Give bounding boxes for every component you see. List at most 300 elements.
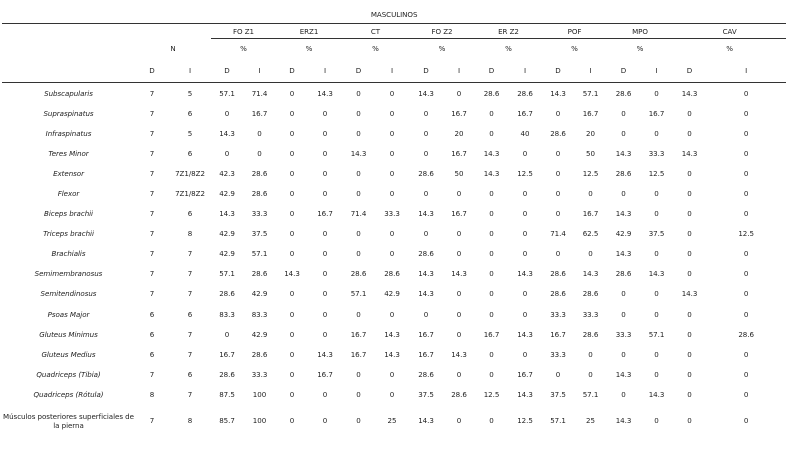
table-cell: 0 (456, 329, 462, 339)
table-cell: 0 (743, 168, 749, 178)
table-cell: 14.3 (350, 148, 367, 158)
table-cell: 0 (456, 416, 462, 425)
table-row (2, 183, 786, 203)
table-cell: 0 (489, 108, 494, 118)
table-cell: 83.3 (251, 309, 268, 319)
table-title: MASCULINOS (2, 6, 786, 24)
table-cell: 0 (356, 128, 361, 138)
table-cell: 33.3 (550, 309, 566, 319)
unit-header-row (2, 39, 786, 59)
table-cell: 16.7 (451, 108, 467, 118)
table-cell: 0 (687, 349, 692, 359)
table-cell: 50 (586, 148, 595, 158)
i-header: I (640, 58, 673, 83)
muscle-name: Semimembranosus (34, 269, 103, 279)
table-cell: 0 (423, 128, 429, 138)
table-cell: 0 (289, 108, 295, 118)
table-cell: 0 (522, 189, 528, 199)
table-cell: 7 (149, 289, 155, 299)
i-header: I (574, 58, 607, 83)
table-cell: 7 (187, 389, 193, 399)
table-cell: 42.9 (219, 249, 235, 259)
table-cell: 14.3 (615, 209, 632, 219)
table-cell: 50 (454, 168, 464, 178)
table-cell: 0 (356, 88, 361, 98)
table-cell: 33.3 (251, 209, 268, 219)
table-cell: 14.3 (517, 269, 533, 279)
table-cell: 0 (489, 416, 494, 425)
table-cell: 0 (257, 148, 262, 158)
table-row (2, 364, 786, 384)
table-cell: 57.1 (219, 88, 235, 98)
table-cell: 85.7 (219, 416, 235, 425)
table-cell: 12.5 (483, 389, 500, 399)
table-cell: 7Z1/8Z2 (175, 189, 205, 199)
table-row (2, 405, 786, 437)
table-row (2, 264, 786, 284)
table-cell: 0 (289, 168, 295, 178)
table-cell: 0 (687, 269, 692, 279)
table-cell: 7 (149, 369, 155, 379)
table-cell: 16.7 (550, 329, 566, 339)
pct-header: % (636, 44, 644, 53)
table-cell: 0 (356, 309, 361, 319)
table-cell: 16.7 (582, 108, 599, 118)
table-cell: 42.9 (384, 289, 400, 299)
table-cell: 0 (456, 289, 462, 299)
table-cell: 0 (389, 128, 395, 138)
group-header: POF (542, 24, 607, 39)
table-cell: 0 (423, 229, 429, 239)
table-cell: 0 (621, 389, 626, 399)
table-cell: 100 (252, 389, 267, 399)
table-cell: 33.3 (251, 369, 268, 379)
table-cell: 0 (356, 108, 361, 118)
pct-header: % (571, 44, 578, 53)
pct-header: % (438, 44, 446, 53)
table-cell: 7 (187, 349, 193, 359)
table-cell: 0 (356, 189, 361, 199)
table-cell: 0 (522, 289, 528, 299)
table-cell: 5 (187, 88, 193, 98)
i-header: I (243, 58, 276, 83)
table-cell: 33.3 (615, 329, 632, 339)
table-cell: 0 (654, 289, 659, 299)
table-cell: 16.7 (317, 209, 333, 219)
table-cell: 0 (289, 189, 295, 199)
muscle-name: Semitendinosus (40, 289, 97, 299)
table-cell: 7 (149, 229, 155, 239)
table-cell: 0 (423, 189, 429, 199)
table-cell: 6 (149, 349, 155, 359)
table-cell: 28.6 (384, 269, 400, 279)
table-cell: 0 (456, 88, 462, 98)
table-cell: 7 (149, 209, 155, 219)
table-cell: 14.3 (317, 88, 333, 98)
table-cell: 16.7 (517, 369, 533, 379)
table-cell: 28.6 (418, 168, 434, 178)
table-cell: 0 (743, 108, 749, 118)
table-cell: 28.6 (550, 128, 566, 138)
d-header: D (542, 58, 574, 83)
table-cell: 0 (489, 249, 494, 259)
table-cell: 28.6 (251, 349, 268, 359)
pct-header: % (240, 44, 247, 53)
table-cell: 16.7 (350, 349, 367, 359)
group-header: CT (342, 24, 409, 39)
table-cell: 16.7 (219, 349, 235, 359)
table-cell: 0 (687, 229, 692, 239)
table-cell: 0 (423, 148, 429, 158)
table-cell: 16.7 (483, 329, 500, 339)
table-cell: 0 (356, 389, 361, 399)
table-cell: 0 (389, 189, 395, 199)
table-row (2, 83, 786, 104)
table-cell: 0 (322, 389, 328, 399)
muscle-name: Flexor (57, 189, 80, 199)
side-header-row (2, 58, 786, 83)
table-cell: 0 (522, 309, 528, 319)
table-cell: 0 (489, 369, 494, 379)
table-cell: 7 (149, 148, 155, 158)
table-cell: 7 (149, 416, 155, 425)
table-cell: 7 (149, 168, 155, 178)
table-cell: 0 (687, 309, 692, 319)
table-cell: 0 (224, 148, 230, 158)
table-cell: 12.5 (648, 168, 665, 178)
table-row (2, 204, 786, 224)
table-row (2, 224, 786, 244)
table-cell: 14.3 (681, 88, 698, 98)
table-cell: 16.7 (451, 148, 467, 158)
table-cell: 14.3 (550, 88, 566, 98)
table-cell: 14.3 (418, 416, 434, 425)
table-cell: 0 (423, 309, 429, 319)
table-cell: 25 (387, 416, 397, 425)
table-cell: 28.6 (251, 189, 268, 199)
pct-header: % (372, 44, 379, 53)
table-cell: 14.3 (451, 349, 467, 359)
table-cell: 0 (456, 369, 462, 379)
table-cell: 7 (149, 108, 155, 118)
table-cell: 0 (621, 189, 626, 199)
table-cell: 7 (149, 88, 155, 98)
muscle-name: Teres Minor (48, 148, 89, 158)
table-cell: 16.7 (418, 349, 434, 359)
table-cell: 0 (322, 416, 328, 425)
i-header: I (308, 58, 342, 83)
group-header: ER Z2 (475, 24, 542, 39)
table-cell: 7 (149, 249, 155, 259)
table-cell: 0 (743, 416, 749, 425)
table-cell: 0 (489, 209, 494, 219)
table-cell: 0 (322, 229, 328, 239)
table-cell: 0 (555, 209, 561, 219)
muscle-name: Gluteus Minimus (39, 329, 98, 339)
table-cell: 20 (586, 128, 595, 138)
table-cell: 33.3 (582, 309, 599, 319)
table-cell: 57.1 (550, 416, 566, 425)
table-cell: 0 (522, 349, 528, 359)
table-cell: 6 (187, 369, 193, 379)
table-cell: 40 (520, 128, 530, 138)
table-cell: 57.1 (350, 289, 367, 299)
table-cell: 0 (322, 168, 328, 178)
i-header: I (706, 58, 786, 83)
table-cell: 0 (743, 249, 749, 259)
table-cell: 0 (289, 229, 295, 239)
table-cell: 0 (654, 209, 659, 219)
table-cell: 0 (289, 349, 295, 359)
table-cell: 7 (149, 189, 155, 199)
table-cell: 33.3 (648, 148, 665, 158)
table-cell: 0 (389, 168, 395, 178)
table-cell: 28.6 (550, 269, 566, 279)
table-cell: 0 (687, 128, 692, 138)
d-header: D (211, 58, 243, 83)
table-cell: 14.3 (615, 416, 632, 425)
d-header: D (342, 58, 375, 83)
table-cell: 0 (687, 209, 692, 219)
table-cell: 0 (555, 108, 561, 118)
table-cell: 0 (389, 88, 395, 98)
table-cell: 37.5 (550, 389, 566, 399)
table-cell: 28.6 (615, 88, 632, 98)
table-cell: 0 (356, 229, 361, 239)
table-cell: 14.3 (418, 269, 434, 279)
table-cell: 28.6 (615, 269, 632, 279)
table-cell: 57.1 (582, 389, 599, 399)
table-cell: 5 (187, 128, 193, 138)
table-cell: 14.3 (418, 289, 434, 299)
muscle-name: Psoas Major (47, 309, 90, 319)
table-cell: 14.3 (615, 249, 632, 259)
table-cell: 83.3 (219, 309, 235, 319)
table-cell: 0 (456, 189, 462, 199)
table-cell: 28.6 (582, 289, 599, 299)
table-cell: 37.5 (251, 229, 268, 239)
table-cell: 0 (289, 369, 295, 379)
table-cell: 14.3 (418, 209, 434, 219)
d-header: D (409, 58, 443, 83)
table-cell: 0 (322, 128, 328, 138)
table-cell: 0 (322, 108, 328, 118)
table-cell: 0 (322, 148, 328, 158)
table-row (2, 163, 786, 183)
table-cell: 16.7 (648, 108, 665, 118)
table-cell: 14.3 (483, 168, 500, 178)
i-header: I (443, 58, 475, 83)
i-header: I (375, 58, 409, 83)
table-cell: 0 (621, 108, 626, 118)
table-cell: 7 (187, 329, 193, 339)
table-cell: 0 (322, 289, 328, 299)
table-cell: 0 (322, 249, 328, 259)
table-cell: 0 (743, 128, 749, 138)
table-cell: 14.3 (648, 389, 665, 399)
d-header: D (135, 58, 169, 83)
muscle-name: Brachialis (51, 249, 86, 259)
table-cell: 28.6 (550, 289, 566, 299)
table-cell: 28.6 (483, 88, 500, 98)
table-cell: 0 (555, 189, 561, 199)
table-cell: 0 (289, 329, 295, 339)
table-cell: 14.3 (681, 289, 698, 299)
table-cell: 12.5 (582, 168, 599, 178)
table-row (2, 304, 786, 324)
table-cell: 28.6 (251, 168, 268, 178)
table-cell: 0 (743, 349, 749, 359)
table-row (2, 244, 786, 264)
muscle-name: Gluteus Medius (41, 349, 96, 359)
table-cell: 0 (687, 389, 692, 399)
table-row (2, 324, 786, 344)
table-row (2, 384, 786, 404)
table-cell: 7 (187, 289, 193, 299)
table-cell: 12.5 (517, 168, 533, 178)
table-cell: 7 (149, 269, 155, 279)
table-cell: 8 (187, 416, 193, 425)
table-row (2, 284, 786, 304)
table-row (2, 143, 786, 163)
table-cell: 0 (224, 329, 230, 339)
table-cell: 42.3 (219, 168, 235, 178)
table-cell: 0 (687, 369, 692, 379)
table-cell: 0 (654, 88, 659, 98)
table-cell: 28.6 (615, 168, 632, 178)
pct-header: % (305, 44, 313, 53)
table-cell: 33.3 (384, 209, 400, 219)
muscle-name: Biceps brachii (44, 209, 93, 219)
table-cell: 0 (489, 289, 494, 299)
table-cell: 0 (621, 309, 626, 319)
table-cell: 0 (687, 249, 692, 259)
table-cell: 6 (187, 148, 193, 158)
table-cell: 14.3 (384, 329, 400, 339)
table-cell: 57.1 (219, 269, 235, 279)
table-cell: 0 (289, 88, 295, 98)
table-cell: 0 (257, 128, 262, 138)
table-cell: 0 (389, 249, 395, 259)
table-cell: 0 (322, 309, 328, 319)
table-cell: 42.9 (251, 289, 268, 299)
muscle-name: Infraspinatus (45, 128, 92, 138)
i-header: I (169, 58, 211, 83)
muscle-table (2, 6, 786, 437)
table-cell: 0 (588, 249, 593, 259)
table-cell: 0 (588, 189, 593, 199)
table-cell: 12.5 (517, 416, 533, 425)
table-cell: 0 (743, 269, 749, 279)
table-cell: 0 (489, 229, 494, 239)
table-cell: 0 (389, 369, 395, 379)
table-cell: 28.6 (219, 369, 235, 379)
table-cell: 0 (621, 289, 626, 299)
table-cell: 14.3 (317, 349, 333, 359)
muscle-name: Quadriceps (Tibia) (36, 369, 101, 379)
table-cell: 42.9 (615, 229, 632, 239)
table-cell: 16.7 (517, 108, 533, 118)
table-cell: 0 (456, 309, 462, 319)
group-header-row (2, 24, 786, 39)
table-cell: 7Z1/8Z2 (175, 168, 205, 178)
table-cell: 0 (489, 189, 494, 199)
table-cell: 14.3 (517, 389, 533, 399)
table-cell: 0 (743, 209, 749, 219)
table-cell: 42.9 (219, 189, 235, 199)
table-cell: 37.5 (648, 229, 665, 239)
table-cell: 25 (586, 416, 595, 425)
table-cell: 20 (454, 128, 464, 138)
muscle-name: Quadriceps (Rótula) (33, 389, 104, 399)
table-cell: 6 (187, 108, 193, 118)
table-cell: 14.3 (284, 269, 300, 279)
table-cell: 0 (555, 249, 561, 259)
table-cell: 0 (289, 389, 295, 399)
pct-header: % (726, 44, 733, 53)
table-cell: 16.7 (418, 329, 434, 339)
d-header: D (673, 58, 706, 83)
table-cell: 0 (322, 189, 328, 199)
table-cell: 14.3 (648, 269, 665, 279)
table-cell: 0 (654, 189, 659, 199)
table-cell: 0 (289, 148, 295, 158)
group-header: MPO (607, 24, 673, 39)
table-cell: 28.6 (251, 269, 268, 279)
table-cell: 14.3 (219, 209, 235, 219)
table-cell: 28.6 (738, 329, 754, 339)
table-cell: 0 (654, 249, 659, 259)
table-cell: 14.3 (615, 148, 632, 158)
table-cell: 0 (356, 416, 361, 425)
table-cell: 16.7 (582, 209, 599, 219)
table-cell: 0 (289, 289, 295, 299)
table-cell: 8 (187, 229, 193, 239)
table-cell: 0 (687, 108, 692, 118)
table-cell: 42.9 (251, 329, 268, 339)
table-cell: 0 (654, 128, 659, 138)
table-cell: 0 (555, 369, 561, 379)
table-cell: 57.1 (648, 329, 665, 339)
group-header: ERZ1 (276, 24, 342, 39)
table-cell: 14.3 (219, 128, 235, 138)
table-cell: 0 (456, 229, 462, 239)
table-cell: 0 (743, 148, 749, 158)
table-cell: 0 (555, 168, 561, 178)
n-header: N (170, 43, 176, 53)
table-cell: 0 (389, 309, 395, 319)
table-cell: 0 (588, 349, 593, 359)
table-cell: 14.3 (483, 148, 500, 158)
table-cell: 0 (356, 168, 361, 178)
group-header: CAV (673, 24, 786, 39)
table-cell: 0 (289, 416, 295, 425)
table-cell: 0 (522, 229, 528, 239)
table-cell: 0 (743, 389, 749, 399)
table-cell: 14.3 (615, 369, 632, 379)
table-cell: 0 (322, 329, 328, 339)
d-header: D (607, 58, 640, 83)
table-cell: 0 (389, 148, 395, 158)
table-cell: 71.4 (350, 209, 367, 219)
table-cell: 0 (743, 369, 749, 379)
table-cell: 71.4 (550, 229, 566, 239)
table-cell: 0 (687, 189, 692, 199)
table-cell: 0 (389, 108, 395, 118)
table-cell: 33.3 (550, 349, 566, 359)
table-cell: 16.7 (451, 209, 467, 219)
table-row (2, 103, 786, 123)
